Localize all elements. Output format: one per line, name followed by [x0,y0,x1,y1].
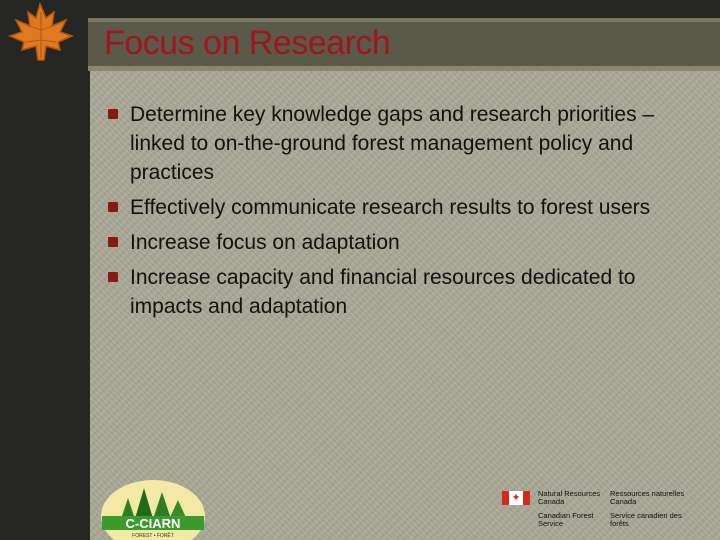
maple-leaf-icon [2,0,80,64]
bullet-item [108,228,708,257]
bullet-square-icon [108,202,118,212]
government-signature [502,488,702,532]
bullet-text: Increase capacity and financial resources dedicated to impacts and adaptation [130,266,636,318]
slide-title: Focus on Research [104,24,391,62]
bullet-square-icon [108,109,118,119]
bullet-text: Increase focus on adaptation [130,231,400,254]
dept-name-fr: Ressources naturelles Canada [610,489,685,506]
c-ciarn-logo [98,476,208,540]
bullet-square-icon [108,237,118,247]
bullet-item [108,100,708,187]
bullet-item [108,263,708,321]
dept-name-en: Natural Resources Canada [538,489,601,506]
left-dark-bar [0,0,33,540]
bullet-text: Determine key knowledge gaps and research priorities – linked to on-the-ground forest management policy and practices [130,103,655,184]
service-name-fr: Service canadien des forêts [610,511,682,528]
bullet-square-icon [108,272,118,282]
logo-name: C-CIARN [125,516,181,531]
canada-flag-icon: ✦ [502,491,530,505]
bullet-text: Effectively communicate research results to forest users [130,196,651,219]
service-name-en: Canadian Forest Service [538,511,594,528]
logo-subtitle: FOREST • FORÊT [132,533,174,539]
title-band-top-stripe [88,18,720,22]
bullet-item [108,193,708,222]
bullet-list [108,100,708,327]
